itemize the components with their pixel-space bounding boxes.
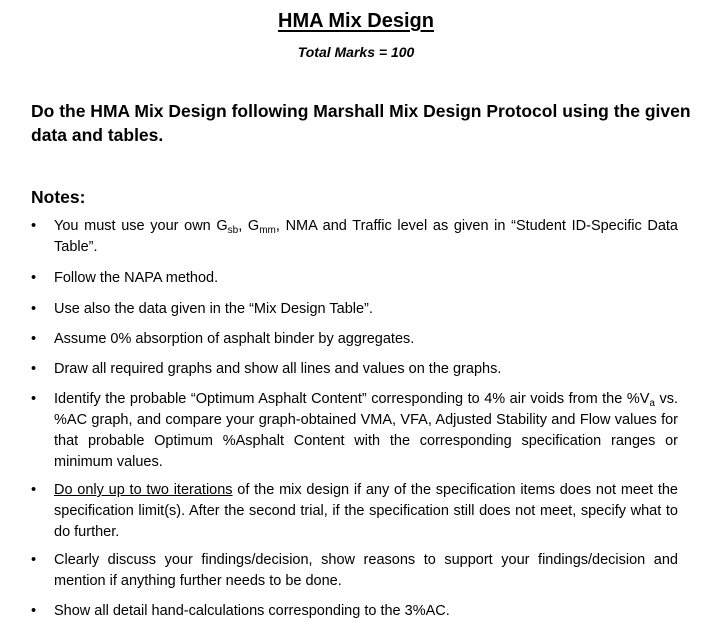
bullet-icon: •	[31, 270, 37, 286]
bullet-icon: •	[31, 301, 37, 317]
bullet-icon: •	[31, 391, 37, 407]
total-marks: Total Marks = 100	[297, 44, 415, 60]
note-absorption: Assume 0% absorption of asphalt binder by aggregates.	[54, 331, 415, 347]
bullet-icon: •	[31, 218, 37, 234]
bullet-icon: •	[31, 603, 37, 619]
document-title: HMA Mix Design	[278, 10, 434, 32]
bullet-icon: •	[31, 552, 37, 568]
bullet-icon: •	[31, 361, 37, 377]
note-gsb-gmm: You must use your own $G_{sb}$, $G_{mm}$, NMA and Traffic level as given in “Student ID-Specific Data Table”.	[54, 218, 679, 255]
bullet-icon: •	[31, 331, 37, 347]
note-mix-design-table: Use also the data given in the “Mix Design Table”.	[54, 301, 373, 317]
note-optimum-asphalt: Identify the probable “Optimum Asphalt Content” corresponding to 4% air voids from the $\%V_a$ vs. %AC graph, and compare your graph-obtained VMA, VFA, Adjusted Stability and Flow values for that probable Optimum %Asphalt Content with the corresponding specification ranges or minimum values.	[54, 391, 678, 470]
note-findings: Clearly discuss your findings/decision, show reasons to support your findings/decision and mention if anything further needs to be done.	[54, 552, 678, 589]
note-napa: Follow the NAPA method.	[54, 270, 219, 286]
notes-heading: Notes:	[31, 187, 86, 207]
note-hand-calculations: Show all detail hand-calculations corresponding to the 3%AC.	[54, 603, 450, 619]
bullet-icon: •	[31, 482, 37, 498]
note-graphs: Draw all required graphs and show all lines and values on the graphs.	[54, 361, 502, 377]
task-instruction: Do the HMA Mix Design following Marshall Mix Design Protocol using the given data and tables.	[31, 101, 691, 145]
note-iterations: Do only up to two iterations of the mix design if any of the specification items does not meet the specification limit(s). After the second trial, if the specification still does not meet, specify what to do further.	[54, 482, 678, 540]
